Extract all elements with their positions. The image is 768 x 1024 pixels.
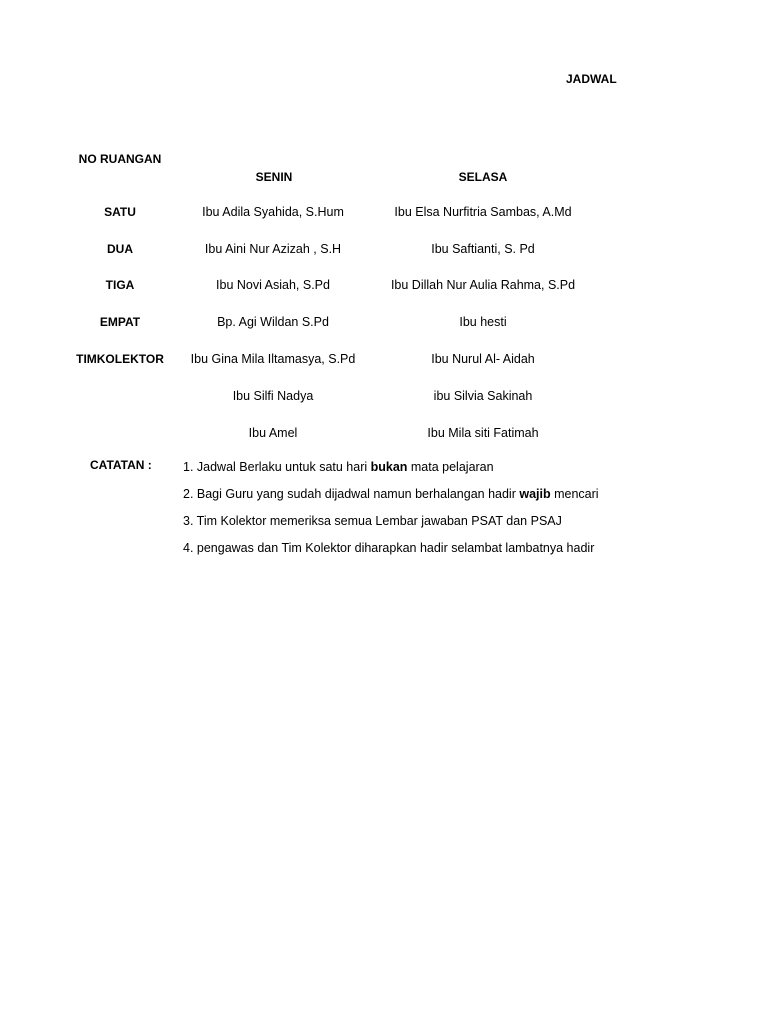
document-title: JADWAL	[566, 72, 617, 86]
room-label: TIGA	[105, 278, 135, 292]
note-text: 1. Jadwal Berlaku untuk satu hari bukan mata pelajaran	[183, 460, 494, 474]
note-1	[183, 458, 601, 476]
header-senin: SENIN	[255, 170, 293, 184]
room-label: SATU	[104, 205, 136, 219]
room-label: EMPAT	[99, 315, 141, 329]
selasa-teacher: Ibu hesti	[459, 315, 507, 329]
note-2	[183, 485, 601, 503]
selasa-teacher: Ibu Saftianti, S. Pd	[431, 242, 535, 256]
header-selasa: SELASA	[458, 170, 508, 184]
room-label: DUA	[107, 242, 133, 256]
senin-teacher: Ibu Amel	[248, 426, 298, 440]
selasa-teacher: Ibu Mila siti Fatimah	[427, 426, 539, 440]
selasa-teacher: Ibu Dillah Nur Aulia Rahma, S.Pd	[390, 278, 576, 292]
notes-label: CATATAN :	[90, 458, 152, 472]
note-4	[183, 539, 601, 557]
note-text: 2. Bagi Guru yang sudah dijadwal namun berhalangan hadir wajib mencari	[183, 487, 599, 501]
senin-teacher: Ibu Gina Mila Iltamasya, S.Pd	[190, 352, 356, 366]
selasa-teacher: ibu Silvia Sakinah	[433, 389, 533, 403]
senin-teacher: Ibu Novi Asiah, S.Pd	[216, 278, 330, 292]
senin-teacher: Bp. Agi Wildan S.Pd	[217, 315, 329, 329]
room-label: TIMKOLEKTOR	[76, 352, 164, 366]
senin-teacher: Ibu Adila Syahida, S.Hum	[202, 205, 344, 219]
title-clip	[520, 72, 617, 90]
note-text: 3. Tim Kolektor memeriksa semua Lembar jawaban PSAT dan PSAJ	[183, 514, 562, 528]
selasa-teacher: Ibu Elsa Nurfitria Sambas, A.Md	[394, 205, 572, 219]
note-3	[183, 512, 601, 530]
header-room: NO RUANGAN	[78, 152, 162, 166]
senin-teacher: Ibu Aini Nur Azizah , S.H	[204, 242, 342, 256]
selasa-teacher: Ibu Nurul Al- Aidah	[431, 352, 535, 366]
note-text: 4. pengawas dan Tim Kolektor diharapkan hadir selambat lambatnya hadir	[183, 541, 595, 555]
senin-teacher: Ibu Silfi Nadya	[232, 389, 314, 403]
